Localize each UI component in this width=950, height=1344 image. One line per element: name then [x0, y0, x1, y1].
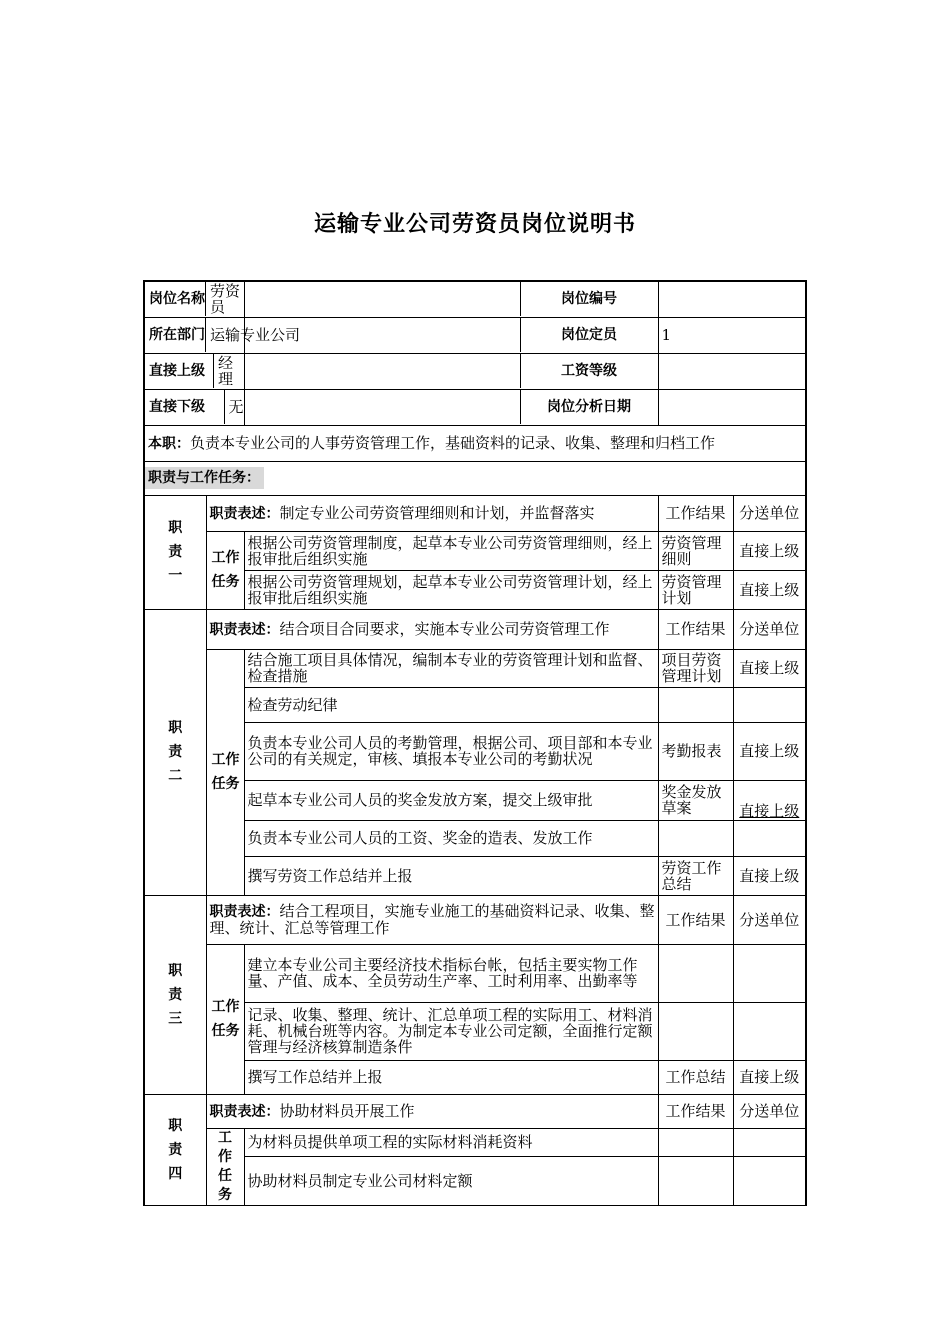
duty-1-task-2: 根据公司劳资管理规划，起草本专业公司劳资管理计划，经上报审批后组织实施: [244, 570, 658, 609]
dest-header: 分送单位: [733, 1094, 806, 1128]
post-name-label: 岗位名称: [149, 291, 205, 308]
dept-value: 运输专业公司: [210, 326, 301, 344]
duty-1-task-2-dest: 直接上级: [733, 570, 806, 609]
post-name-row: [144, 281, 244, 317]
dept-row: [144, 317, 301, 353]
task-label: 工作任务: [211, 999, 240, 1039]
subordinate-row: [144, 389, 244, 425]
duty-2-task-2-result: [658, 687, 733, 722]
quota-label: 岗位定员: [561, 327, 618, 343]
duty-4-desc: 协助材料员开展工作: [279, 1101, 415, 1120]
duty-2-task-3: 负责本专业公司人员的考勤管理，根据公司、项目部和本专业公司的有关规定，审核、填报本专业公司的考勤状况: [244, 722, 658, 780]
result-header: 工作结果: [658, 895, 733, 944]
duty-2-task-3-dest: 直接上级: [733, 722, 806, 780]
post-no-value: [658, 281, 806, 317]
post-name-cell: [244, 281, 658, 317]
duty-2-label: [144, 609, 206, 895]
duty-3-task-1-dest: [733, 944, 806, 1002]
duty-2-name: 职责二: [168, 720, 183, 784]
subordinate-label: 直接下级: [149, 399, 205, 415]
task-label: 工作任务: [211, 752, 240, 792]
duty-2-task-5-result: [658, 820, 733, 856]
duty-1-task-2-result: 劳资管理计划: [658, 570, 733, 609]
duty-2-task-1: 结合施工项目具体情况，编制本专业的劳资管理计划和监督、检查措施: [244, 649, 658, 687]
duty-3-name: 职责三: [168, 962, 183, 1027]
section-label: 职责与工作任务：: [145, 467, 264, 489]
duty-1-desc: 制定专业公司劳资管理细则和计划，并监督落实: [279, 503, 595, 522]
duty-2-task-4-dest: 直接上级: [733, 780, 806, 820]
duty-2-task-2-dest: [733, 687, 806, 722]
dept-cell: [244, 317, 658, 353]
superior-cell: [244, 353, 658, 389]
duty-3-task-3-dest: 直接上级: [733, 1060, 806, 1094]
duty-3-task-3-result: 工作总结: [658, 1060, 733, 1094]
duty-4-task-1-result: [658, 1128, 733, 1156]
duty-1-task-label: [206, 531, 244, 609]
dept-label: 所在部门: [149, 327, 205, 343]
duty-3-desc: 结合工程项目，实施专业施工的基础资料记录、收集、整理、统计、汇总等管理工作: [209, 902, 655, 937]
duty-2-task-label: [206, 649, 244, 895]
duty-1-desc-cell: [206, 495, 658, 531]
result-header: 工作结果: [658, 1094, 733, 1128]
duty-4-desc-cell: [206, 1094, 658, 1128]
subordinate-cell: [244, 389, 658, 425]
duty-3-task-2-result: [658, 1002, 733, 1060]
task-label: 工作任务: [211, 550, 240, 590]
duty-2-task-1-dest: 直接上级: [733, 649, 806, 687]
grade-value: [658, 353, 806, 389]
duty-1-task-1-dest: 直接上级: [733, 531, 806, 570]
document-title: 运输专业公司劳资员岗位说明书: [313, 212, 636, 237]
duty-4-task-2-dest: [733, 1156, 806, 1205]
task-label: 工作任务: [218, 1129, 232, 1203]
dest-header: 分送单位: [733, 495, 806, 531]
duty-2-task-4: 起草本专业公司人员的奖金发放方案，提交上级审批: [244, 780, 658, 820]
superior-row: [144, 353, 244, 389]
duty-1-name: 职责一: [168, 520, 183, 584]
duty-2-task-2: 检查劳动纪律: [244, 687, 658, 722]
duty-4-task-1-dest: [733, 1128, 806, 1156]
desc-label: 职责表述：: [209, 904, 280, 920]
duty-text: 负责本专业公司的人事劳资管理工作，基础资料的记录、收集、整理和归档工作: [190, 433, 716, 452]
duty-1-label: [144, 495, 206, 609]
duty-4-label: [144, 1094, 206, 1205]
duty-3-task-1-result: [658, 944, 733, 1002]
duty-3-task-1: 建立本专业公司主要经济技术指标台帐，包括主要实物工作量、产值、成本、全员劳动生产率、工时利用率、出勤率等: [244, 944, 658, 1002]
duty-2-task-6: 撰写劳资工作总结并上报: [244, 856, 658, 895]
section-header: [144, 461, 806, 495]
result-header: 工作结果: [658, 609, 733, 649]
duty-2-desc-cell: [206, 609, 658, 649]
duty-3-desc-cell: [206, 895, 658, 944]
duty-3-task-3: 撰写工作总结并上报: [244, 1060, 658, 1094]
job-description-table: [143, 280, 807, 1206]
duty-3-task-label: [206, 944, 244, 1094]
subordinate-value: 无: [228, 398, 244, 416]
post-no-label: 岗位编号: [561, 291, 618, 308]
grade-label: 工资等级: [561, 363, 618, 379]
duty-4-name: 职责四: [168, 1117, 183, 1182]
duty-4-task-2: 协助材料员制定专业公司材料定额: [244, 1156, 658, 1205]
duty-2-task-6-result: 劳资工作总结: [658, 856, 733, 895]
dest-header: 分送单位: [733, 609, 806, 649]
duty-4-task-1: 为材料员提供单项工程的实际材料消耗资料: [244, 1128, 658, 1156]
duty-summary: [144, 425, 806, 461]
desc-label: 职责表述：: [209, 505, 280, 522]
desc-label: 职责表述：: [209, 621, 280, 638]
duty-2-task-1-result: 项目劳资管理计划: [658, 649, 733, 687]
post-name-value: 劳资员: [210, 282, 241, 317]
duty-4-task-label: [206, 1128, 244, 1205]
duty-1-task-1-result: 劳资管理细则: [658, 531, 733, 570]
duty-2-desc: 结合项目合同要求，实施本专业公司劳资管理工作: [279, 619, 610, 638]
superior-label: 直接上级: [149, 363, 205, 379]
superior-value: 经理: [217, 354, 233, 388]
quota-value: 1: [658, 317, 806, 353]
analysis-date-value: [658, 389, 806, 425]
desc-label: 职责表述：: [209, 1103, 280, 1120]
dest-header: 分送单位: [733, 895, 806, 944]
duty-2-task-5: 负责本专业公司人员的工资、奖金的造表、发放工作: [244, 820, 658, 856]
duty-3-task-2: 记录、收集、整理、统计、汇总单项工程的实际用工、材料消耗、机械台班等内容。为制定本专业公司定额，全面推行定额管理与经济核算制造条件: [244, 1002, 658, 1060]
duty-1-task-1: 根据公司劳资管理制度，起草本专业公司劳资管理细则，经上报审批后组织实施: [244, 531, 658, 570]
duty-label: 本职：: [148, 435, 190, 452]
duty-2-task-4-result: 奖金发放草案: [658, 780, 733, 820]
duty-2-task-5-dest: [733, 820, 806, 856]
analysis-date-label: 岗位分析日期: [547, 399, 632, 415]
duty-2-task-3-result: 考勤报表: [658, 722, 733, 780]
duty-3-task-2-dest: [733, 1002, 806, 1060]
result-header: 工作结果: [658, 495, 733, 531]
duty-4-task-2-result: [658, 1156, 733, 1205]
duty-3-label: [144, 895, 206, 1094]
duty-2-task-6-dest: 直接上级: [733, 856, 806, 895]
